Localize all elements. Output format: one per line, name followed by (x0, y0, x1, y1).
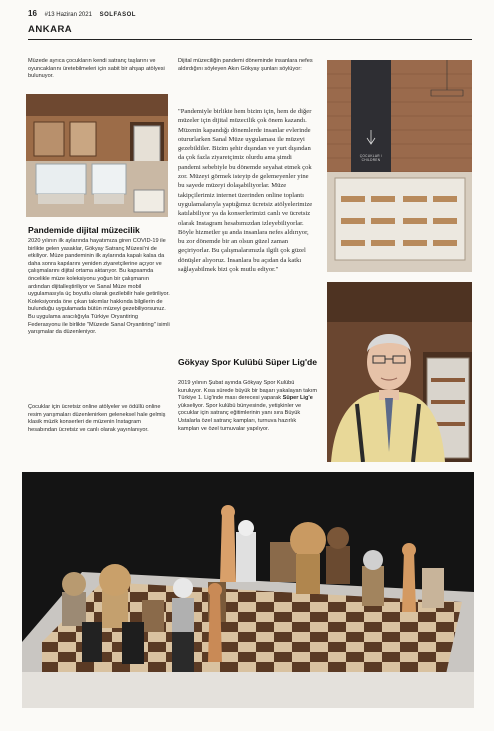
museum-interior-photo (26, 94, 168, 217)
section-title: ANKARA (28, 24, 73, 35)
magazine-name: SOLFASOL (99, 12, 136, 18)
sport-club-heading: Gökyay Spor Kulübü Süper Lig'de (178, 357, 318, 367)
intro-text: Müzede ayrıca çocukların kendi satranç taşlarını ve oyuncaklarını üretebilmeleri için sabit bir ahşap atölyesi bulunuyor. (28, 58, 165, 80)
children-section-photo (327, 60, 472, 272)
quote-text: "Pandemiyle birlikte hem bizim için, hem de diğer müzeler için dijital müzecilik çok önem kazandı. Müzenin kapandığı dönemlerde insanlar evlerinde otururlarken Sanal Müze uygulaması ile müzeyi gezebildiler. Bizim şehir dışından ve yurt dışından da çok fazla ziyaretçimiz olurdu ama şimdi pandemi sebebiyle bu dönemde seyahat etmek çok zor. Müzeyi görmek isteyip de gelemeyenler yine bu sayede müzeyi dolaşabiliyorlar. Müze takipçilerimiz internet üzerinden online toplantı uygulamalarıyla yaptığımız ücretsiz atölyelerimize katılabiliyor ya da konserlerimizi canlı ve ücretsiz olarak Instagram hesabımızdan izleyebiliyorlar. Böyle hizmetler şu anda insanlara nefes aldırıyor, bu zor dönemde bir an olsun güzel zaman geçiriyorlar. Bu çalışmalarımızla ilgili çok güzel dönüşler alıyoruz. İnsanlara bu açıdan da katkı sağlayabilmek bizi çok mutlu ediyor." (178, 108, 313, 274)
digital-museum-text: 2020 yılının ilk aylarında hayatımıza giren COVID-19 ile birlikte gelen yasaklar, Gökyay Satranç Müzesi'ni de etkiliyor. Müze pandeminin ilk aylarında kapalı kalsa da daha sonra kapılarını yeniden ziyaretçilerine açıyor ve çalışmalarını dijital ortama aktarıyor. Bu kapsamda öncelikle müze koleksiyonu yoğun bir çalışmanın ardından dijitalleştiriliyor ve Sanal Müze mobil uygulamasıyla üç boyutlu olarak gezilebilir hale getiriliyor. Koleksiyonda öne çıkan takımlar hakkında bilgilerin de bulunduğu uygulamada bütün müzeyi gezebiliyorsunuz. Bu uygulama aracılığıyla Türkiye Oryantiring Federasyonu ile birlikte "Müzede Sanal Oryantiring" isimli yarışmalar da düzenleniyor. (28, 238, 170, 336)
sport-text-part: yükseliyor. Spor kulübü bünyesinde, yetişkinler ve çocuklar için satranç eğitimlerinin yanı sıra Büyük Ustalarla özel satranç kampları, turnuva hazırlık kampları ve özel turnuvalar yapılıyor. (178, 402, 302, 432)
super-league-bold: Süper Lig'e (282, 395, 313, 402)
page-header (28, 9, 136, 18)
page-number: 16 (28, 9, 37, 18)
animal-chess-set-photo (22, 472, 474, 708)
digital-museum-heading: Pandemide dijital müzecilik (28, 225, 140, 235)
workshops-text: Çocuklar için ücretsiz online atölyeler ve ödüllü online resim yarışmaları düzenlenirken geleneksel hale gelmiş klasik müzik konserleri de müzenin Instagram hesabından ücretsiz ve canlı olarak yayınlanıyor. (28, 404, 166, 433)
sport-text-part: 2019 yılının Şubat ayında Gökyay Spor Kulübü kuruluyor. Kısa sürede büyük bir başarı yakalayan takım Türkiye 1. Lig'inde ması derecesi yaparak (178, 380, 317, 402)
column2-intro-text: Dijital müzeciliğin pandemi döneminde insanlara nefes aldırdığını söyleyen Akın Gökyay şunları söylüyor: (178, 58, 313, 72)
akin-gokyay-portrait-photo (327, 282, 472, 462)
issue-label: #13 Haziran 2021 (44, 12, 92, 18)
children-banner-label: ÇOCUKLAR / CHILDREN (359, 154, 383, 162)
sport-club-text (178, 380, 318, 433)
section-rule (28, 39, 472, 40)
